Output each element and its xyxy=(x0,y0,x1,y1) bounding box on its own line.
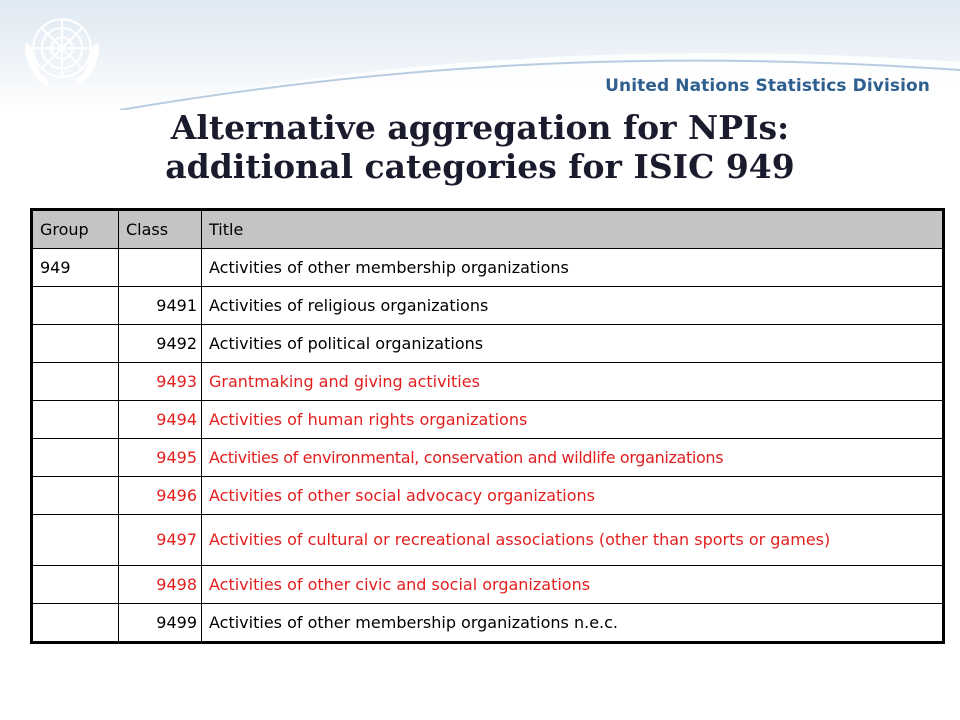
table-row-highlighted xyxy=(32,515,944,566)
table-row-highlighted xyxy=(32,363,944,401)
cell-group: 949 xyxy=(32,249,119,287)
cell-group xyxy=(32,566,119,604)
cell-title: Activities of environmental, conservation and wildlife organizations xyxy=(202,439,944,477)
cell-class: 9496 xyxy=(119,477,202,515)
cell-title: Activities of other civic and social organizations xyxy=(202,566,944,604)
cell-class: 9498 xyxy=(119,566,202,604)
cell-title: Grantmaking and giving activities xyxy=(202,363,944,401)
cell-group xyxy=(32,604,119,643)
cell-group xyxy=(32,325,119,363)
cell-group xyxy=(32,363,119,401)
cell-class xyxy=(119,249,202,287)
cell-class: 9497 xyxy=(119,515,202,566)
cell-class: 9492 xyxy=(119,325,202,363)
page-title-line-1: Alternative aggregation for NPIs: xyxy=(170,108,790,147)
table-row xyxy=(32,325,944,363)
cell-group xyxy=(32,287,119,325)
organization-name: United Nations Statistics Division xyxy=(605,76,930,96)
cell-class: 9495 xyxy=(119,439,202,477)
table-row xyxy=(32,249,944,287)
un-emblem-icon xyxy=(14,4,110,100)
cell-title: Activities of political organizations xyxy=(202,325,944,363)
cell-title: Activities of other membership organizations n.e.c. xyxy=(202,604,944,643)
cell-title: Activities of other membership organizations xyxy=(202,249,944,287)
page-title xyxy=(0,108,960,186)
cell-group xyxy=(32,477,119,515)
table-row-highlighted xyxy=(32,401,944,439)
table-row-highlighted xyxy=(32,477,944,515)
cell-class: 9493 xyxy=(119,363,202,401)
column-header-title: Title xyxy=(202,210,944,249)
cell-group xyxy=(32,439,119,477)
table-header-row xyxy=(32,210,944,249)
isic-949-table xyxy=(30,208,945,644)
isic-table-container xyxy=(30,208,942,644)
cell-class: 9494 xyxy=(119,401,202,439)
column-header-class: Class xyxy=(119,210,202,249)
table-row xyxy=(32,287,944,325)
table-row-highlighted xyxy=(32,439,944,477)
cell-title: Activities of human rights organizations xyxy=(202,401,944,439)
column-header-group: Group xyxy=(32,210,119,249)
cell-class: 9499 xyxy=(119,604,202,643)
page-title-line-2: additional categories for ISIC 949 xyxy=(165,147,795,186)
cell-title: Activities of religious organizations xyxy=(202,287,944,325)
cell-group xyxy=(32,515,119,566)
cell-title: Activities of other social advocacy organizations xyxy=(202,477,944,515)
cell-group xyxy=(32,401,119,439)
cell-title: Activities of cultural or recreational associations (other than sports or games) xyxy=(202,515,944,566)
table-row xyxy=(32,604,944,643)
table-row-highlighted xyxy=(32,566,944,604)
cell-class: 9491 xyxy=(119,287,202,325)
